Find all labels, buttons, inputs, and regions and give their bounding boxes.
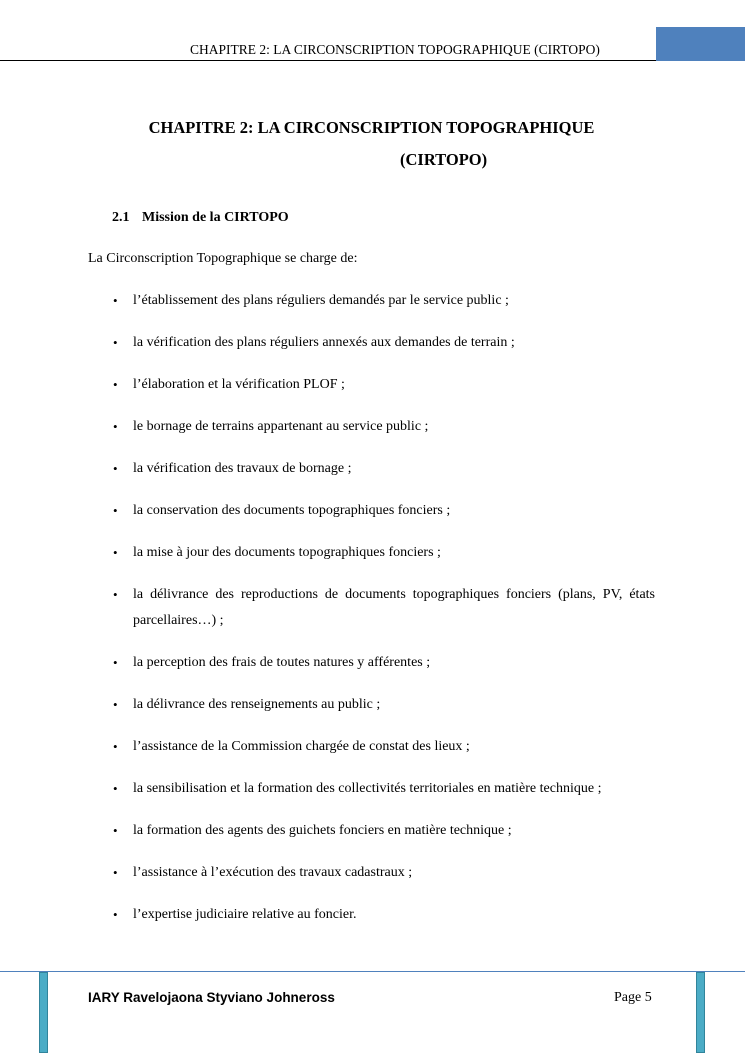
list-item xyxy=(88,582,655,634)
bullet-icon: • xyxy=(113,781,118,796)
bullet-icon: • xyxy=(113,655,118,670)
list-item xyxy=(88,780,655,797)
list-item-text: l’assistance à l’exécution des travaux cadastraux ; xyxy=(133,865,413,880)
list-item-text: l’élaboration et la vérification PLOF ; xyxy=(133,377,345,392)
running-header: CHAPITRE 2: LA CIRCONSCRIPTION TOPOGRAPHIQUE (CIRTOPO) xyxy=(190,42,600,57)
footer-author: IARY Ravelojaona Styviano Johneross xyxy=(88,990,335,1005)
header-accent-block xyxy=(656,27,745,61)
list-item-text: la perception des frais de toutes natures y afférentes ; xyxy=(133,655,431,670)
section-title: Mission de la CIRTOPO xyxy=(142,210,289,225)
list-item-text: la mise à jour des documents topographiques fonciers ; xyxy=(133,545,441,560)
footer-bar-right xyxy=(696,972,705,1053)
list-item xyxy=(88,376,655,393)
list-item xyxy=(88,738,655,755)
mission-list xyxy=(88,292,655,948)
list-item-text: le bornage de terrains appartenant au service public ; xyxy=(133,419,429,434)
list-item-text: la délivrance des renseignements au public ; xyxy=(133,697,381,712)
list-item-text: la sensibilisation et la formation des collectivités territoriales en matière technique ; xyxy=(133,781,602,796)
list-item-text: la vérification des plans réguliers annexés aux demandes de terrain ; xyxy=(133,335,515,350)
footer-divider xyxy=(0,971,745,972)
list-item-text: la formation des agents des guichets fonciers en matière technique ; xyxy=(133,823,512,838)
list-item-text: la vérification des travaux de bornage ; xyxy=(133,461,352,476)
page-number: Page 5 xyxy=(614,990,652,1005)
header-divider xyxy=(0,60,745,61)
bullet-icon: • xyxy=(113,377,118,392)
list-item xyxy=(88,822,655,839)
list-item xyxy=(88,460,655,477)
chapter-title-line1: CHAPITRE 2: LA CIRCONSCRIPTION TOPOGRAPHIQUE xyxy=(148,118,595,137)
list-item xyxy=(88,906,655,923)
bullet-icon: • xyxy=(113,587,118,602)
list-item xyxy=(88,334,655,351)
footer-bar-left xyxy=(39,972,48,1053)
list-item-text: la délivrance des reproductions de documents topographiques fonciers (plans, PV, états parcellaires…) ; xyxy=(133,587,655,628)
list-item-text: l’assistance de la Commission chargée de constat des lieux ; xyxy=(133,739,470,754)
list-item xyxy=(88,696,655,713)
bullet-icon: • xyxy=(113,419,118,434)
list-item xyxy=(88,418,655,435)
bullet-icon: • xyxy=(113,739,118,754)
bullet-icon: • xyxy=(113,335,118,350)
bullet-icon: • xyxy=(113,697,118,712)
bullet-icon: • xyxy=(113,865,118,880)
intro-paragraph: La Circonscription Topographique se charge de: xyxy=(88,251,358,266)
chapter-title-line2: (CIRTOPO) xyxy=(400,150,488,169)
chapter-title xyxy=(88,118,655,169)
bullet-icon: • xyxy=(113,461,118,476)
bullet-icon: • xyxy=(113,907,118,922)
section-number: 2.1 xyxy=(112,210,130,225)
section-heading xyxy=(112,209,289,226)
bullet-icon: • xyxy=(113,823,118,838)
list-item-text: l’établissement des plans réguliers demandés par le service public ; xyxy=(133,293,509,308)
list-item xyxy=(88,292,655,309)
list-item-text: l’expertise judiciaire relative au foncier. xyxy=(133,907,357,922)
bullet-icon: • xyxy=(113,503,118,518)
list-item xyxy=(88,654,655,671)
list-item xyxy=(88,544,655,561)
list-item xyxy=(88,864,655,881)
bullet-icon: • xyxy=(113,545,118,560)
bullet-icon: • xyxy=(113,293,118,308)
list-item xyxy=(88,502,655,519)
list-item-text: la conservation des documents topographiques fonciers ; xyxy=(133,503,451,518)
